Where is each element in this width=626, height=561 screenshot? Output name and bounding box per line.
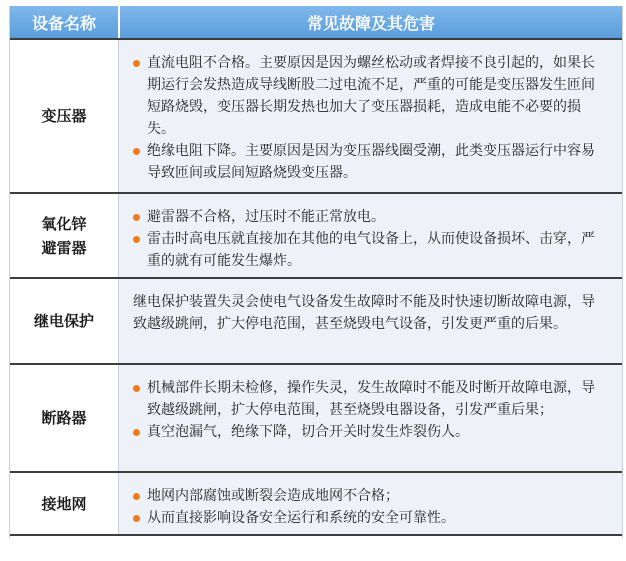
fault-item: 雷击时高电压就直接加在其他的电气设备上，从而使设备损坏、击穿，严重的就有可能发生爆炸。 (133, 228, 608, 272)
fault-item: 避雷器不合格，过压时不能正常放电。 (133, 206, 608, 228)
fault-item: 地网内部腐蚀或断裂会造成地网不合格； (133, 485, 608, 507)
device-name-line: 接地网 (41, 494, 87, 513)
fault-description (119, 40, 622, 192)
device-name (10, 194, 119, 277)
table-row (10, 192, 622, 277)
table-bottom-border (10, 534, 622, 538)
fault-table (9, 6, 623, 538)
header-device-name: 设备名称 (10, 6, 120, 38)
fault-description (119, 473, 622, 534)
table-row (10, 471, 622, 534)
fault-description (119, 194, 622, 277)
table-row (10, 38, 622, 192)
table-row (10, 363, 622, 471)
device-name-line: 断路器 (41, 409, 87, 427)
fault-description (119, 365, 622, 471)
fault-item: 直流电阻不合格。主要原因是因为螺丝松动或者焊接不良引起的，如果长期运行会发热造成导线断股二过电流不足，严重的可能是变压器发生匝间短路烧毁，变压器长期发热也加大了变压器损耗，造成电能不必要的损失。 (133, 52, 608, 140)
fault-item: 从而直接影响设备安全运行和系统的安全可靠性。 (133, 507, 608, 529)
table-row (10, 277, 622, 363)
header-faults: 常见故障及其危害 (306, 13, 435, 33)
device-name (10, 473, 119, 534)
table-header (10, 6, 622, 38)
device-name-line: 氧化锌 (41, 214, 87, 233)
fault-item: 机械部件长期未检修，操作失灵，发生故障时不能及时断开故障电源，导致越级跳闸，扩大停电范围，甚至烧毁电器设备，引发严重后果； (133, 377, 608, 421)
device-name-line: 避雷器 (41, 238, 87, 257)
fault-text: 继电保护装置失灵会使电气设备发生故障时不能及时快速切断故障电源，导致越级跳闸，扩大停电范围，甚至烧毁电气设备，引发更严重的后果。 (133, 294, 595, 332)
device-name-line: 继电保护 (33, 312, 94, 330)
fault-description (119, 279, 622, 363)
device-name-line: 变压器 (41, 107, 87, 125)
device-name (10, 279, 119, 363)
device-name (10, 40, 119, 192)
device-name (10, 365, 119, 471)
fault-item: 绝缘电阻下降。主要原因是因为变压器线圈受潮，此类变压器运行中容易导致匝间或层间短路烧毁变压器。 (133, 140, 608, 184)
fault-item: 真空泡漏气，绝缘下降，切合开关时发生炸裂伤人。 (133, 421, 608, 443)
